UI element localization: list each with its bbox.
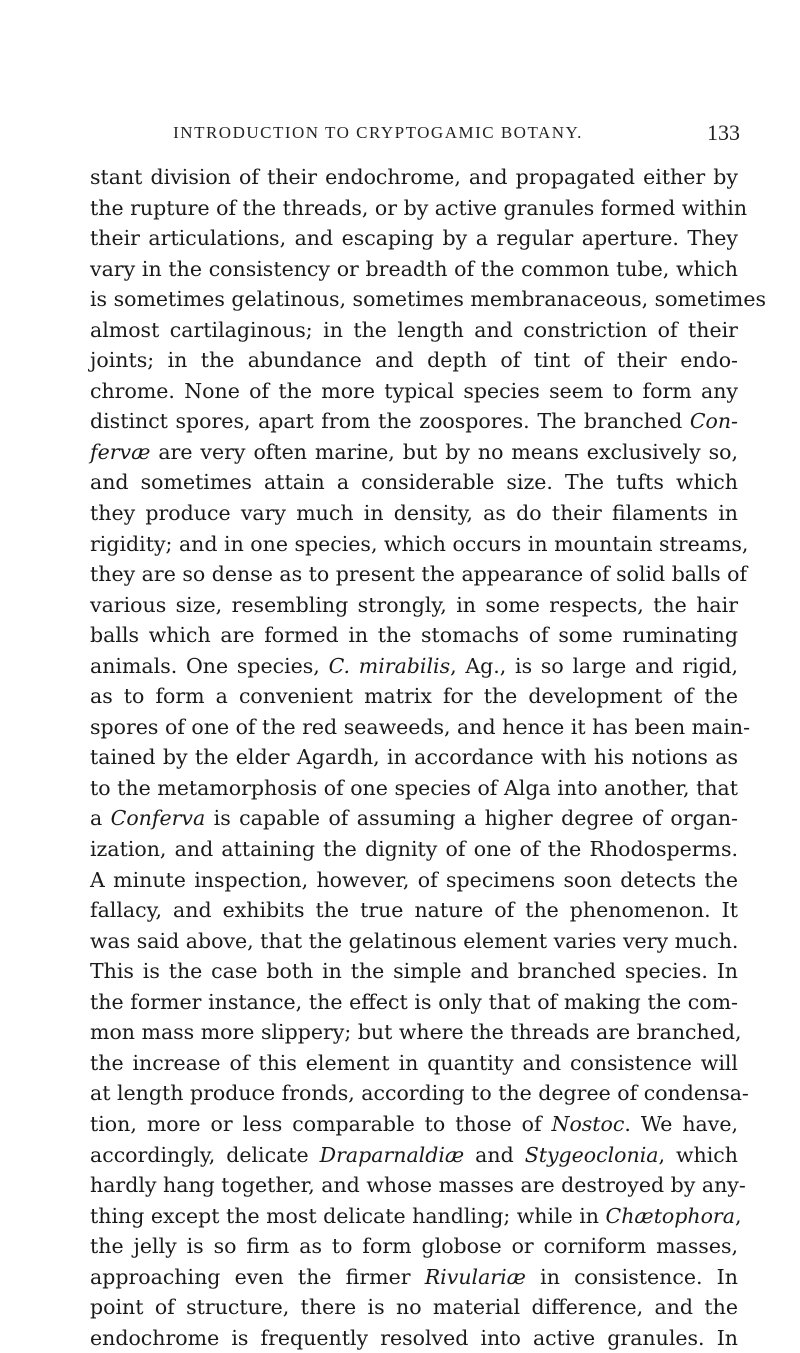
text-line: they produce vary much in density, as do their filaments in <box>90 501 738 526</box>
text-line: mon mass more slippery; but where the threads are branched, <box>90 1020 742 1045</box>
text-line: fallacy, and exhibits the true nature of the phenomenon. It <box>90 898 738 923</box>
text-line: the jelly is so firm as to form globose or corniform masses, <box>90 1234 738 1259</box>
text-line: the rupture of the threads, or by active granules formed within <box>90 195 748 220</box>
running-title: INTRODUCTION TO CRYPTOGAMIC BOTANY. <box>173 123 583 142</box>
text-line: balls which are formed in the stomachs of some ruminating <box>90 623 738 648</box>
text-line: was said above, that the gelatinous element varies very much. <box>90 928 739 953</box>
text-line: This is the case both in the simple and branched species. In <box>90 959 738 984</box>
text-line: almost cartilaginous; in the length and constriction of their <box>90 317 738 342</box>
text-line: A minute inspection, however, of specimens soon detects the <box>90 867 738 892</box>
page-number: 133 <box>707 120 740 145</box>
text-line: at length produce fronds, according to the degree of condensa- <box>90 1081 749 1106</box>
text-line: tained by the elder Agardh, in accordance with his notions as <box>90 745 738 770</box>
text-line: approaching even the firmer Rivulariæ in consistence. In <box>90 1264 738 1289</box>
text-line: thing except the most delicate handling; while in Chætophora, <box>90 1203 742 1228</box>
text-line: distinct spores, apart from the zoospores. The branched Con- <box>90 409 738 434</box>
body-text <box>90 162 766 1353</box>
text-line: stant division of their endochrome, and propagated either by <box>90 165 738 189</box>
text-line: is sometimes gelatinous, sometimes membranaceous, sometimes <box>90 287 766 312</box>
text-line: to the metamorphosis of one species of Alga into another, that <box>90 775 738 800</box>
text-line: joints; in the abundance and depth of tint of their endo- <box>90 348 738 373</box>
text-line: rigidity; and in one species, which occurs in mountain streams, <box>90 531 749 556</box>
text-line: endochrome is frequently resolved into active granules. In <box>90 1325 738 1350</box>
text-line: vary in the consistency or breadth of the common tube, which <box>90 256 738 281</box>
text-line: fervæ are very often marine, but by no means exclusively so, <box>90 439 738 464</box>
text-line: tion, more or less comparable to those of Nostoc. We have, <box>90 1111 738 1136</box>
text-line: spores of one of the red seaweeds, and hence it has been main- <box>90 714 751 739</box>
text-line: ization, and attaining the dignity of one of the Rhodosperms. <box>90 837 738 862</box>
text-line: animals. One species, C. mirabilis, Ag., is so large and rigid, <box>90 653 738 678</box>
text-line: various size, resembling strongly, in some respects, the hair <box>90 592 738 617</box>
text-line: the former instance, the effect is only that of making the com- <box>90 989 738 1014</box>
text-line: hardly hang together, and whose masses are destroyed by any- <box>90 1173 746 1198</box>
text-line: the increase of this element in quantity and consistence will <box>90 1050 738 1075</box>
text-line: their articulations, and escaping by a regular aperture. They <box>90 226 738 251</box>
text-line: as to form a convenient matrix for the development of the <box>90 684 738 709</box>
text-line: chrome. None of the more typical species seem to form any <box>90 378 738 403</box>
text-line: they are so dense as to present the appearance of solid balls of <box>90 562 748 587</box>
text-line: and sometimes attain a considerable size. The tufts which <box>90 470 738 495</box>
text-line: point of structure, there is no material difference, and the <box>90 1295 738 1320</box>
running-head <box>88 118 740 148</box>
text-line: accordingly, delicate Draparnaldiæ and Stygeoclonia, which <box>90 1142 738 1167</box>
text-line: a Conferva is capable of assuming a higher degree of organ- <box>90 806 738 831</box>
